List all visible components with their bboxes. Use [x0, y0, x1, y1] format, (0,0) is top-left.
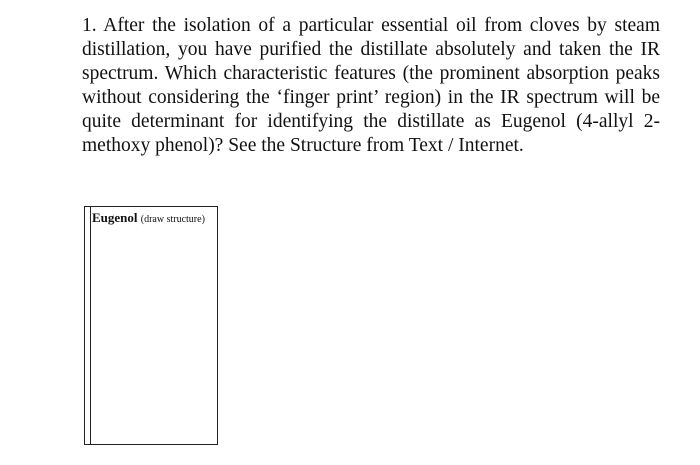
box-inner-border	[90, 207, 91, 444]
structure-box-title: Eugenol	[92, 210, 138, 225]
structure-drawing-box[interactable]	[84, 206, 218, 445]
structure-box-hint: (draw structure)	[140, 214, 205, 225]
question-text: 1. After the isolation of a particular essential oil from cloves by steam distillation, you have purified the distillate absolutely and taken the IR spectrum. Which characteristic features (the prominent absorption peaks without considering the ‘finger print’ region) in the IR spectrum will be quite determinant for identifying the distillate as Eugenol (4-allyl 2-methoxy phenol)? See the Structure from Text / Internet.	[82, 15, 660, 156]
structure-box-label	[92, 210, 205, 228]
